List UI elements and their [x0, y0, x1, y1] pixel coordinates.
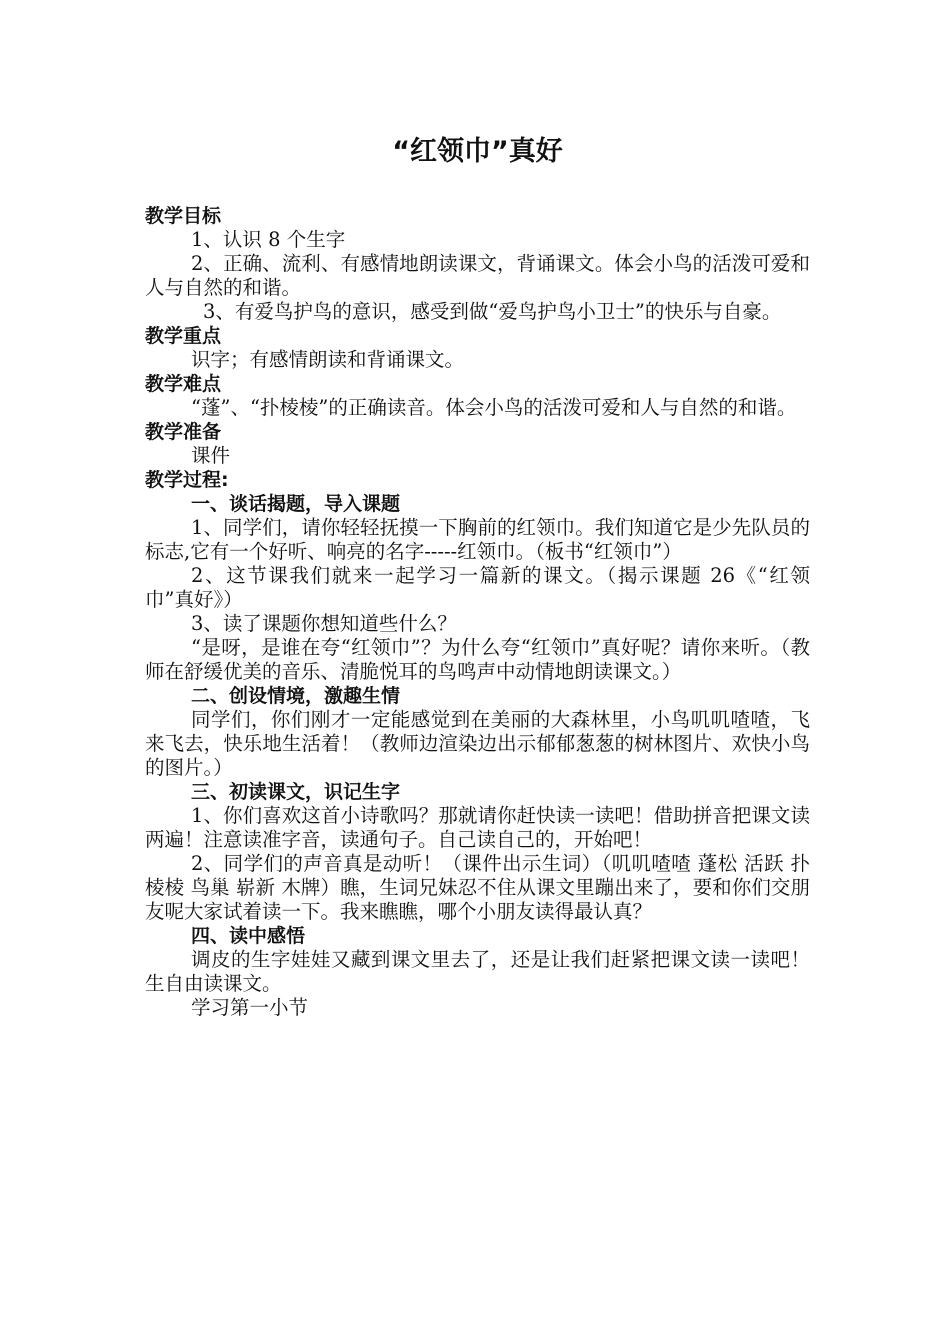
process-heading: 教学过程: [145, 469, 229, 491]
goals-heading: 教学目标 [145, 205, 222, 227]
part1-heading: 一、谈话揭题，导入课题 [191, 493, 401, 515]
part3-para-2: 2、同学们的声音真是动听！（课件出示生词）（叽叽喳喳 蓬松 活跃 扑棱棱 鸟巢 崭新 木牌）瞧，生词兄妹忍不住从课文里蹦出来了，要和你们交朋友呢大家试着读一下。我来瞧瞧，哪个小朋友读得最认真？ [145, 852, 810, 923]
part1-para-4: “是呀，是谁在夸“红领巾”？为什么夸“红领巾”真好呢？请你来听。（教师在舒缓优美的音乐、清脆悦耳的鸟鸣声中动情地朗读课文。） [145, 636, 810, 683]
part1-para-1: 1、同学们，请你轻轻抚摸一下胸前的红领巾。我们知道它是少先队员的标志,它有一个好听、响亮的名字-----红领巾。（板书“红领巾”） [145, 516, 810, 563]
preparation-heading: 教学准备 [145, 421, 222, 443]
part2-heading: 二、创设情境，激趣生情 [191, 685, 401, 707]
focus-text: 识字；有感情朗读和背诵课文。 [191, 348, 465, 371]
difficulty-heading: 教学难点 [145, 373, 222, 395]
part4-para-1: 调皮的生字娃娃又藏到课文里去了，还是让我们赶紧把课文读一读吧！生自由读课文。 [145, 948, 810, 995]
part1-para-3: 3、读了课题你想知道些什么？ [191, 612, 457, 635]
preparation-text: 课件 [191, 444, 231, 467]
difficulty-text: “蓬”、“扑棱棱”的正确读音。体会小鸟的活泼可爱和人与自然的和谐。 [191, 396, 797, 419]
goal-item-1: 1、认识 8 个生字 [191, 228, 346, 251]
part3-heading: 三、初读课文，识记生字 [191, 781, 401, 803]
part3-para-1: 1、你们喜欢这首小诗歌吗？那就请你赶快读一读吧！借助拼音把课文读两遍！注意读准字音，读通句子。自己读自己的，开始吧！ [145, 804, 810, 851]
part4-para-2: 学习第一小节 [191, 996, 309, 1019]
focus-heading: 教学重点 [145, 325, 222, 347]
part1-para-2: 2、这节课我们就来一起学习一篇新的课文。（揭示课题 26《“红领巾”真好》） [145, 564, 810, 611]
goal-item-3: 3、有爱鸟护鸟的意识，感受到做“爱鸟护鸟小卫士”的快乐与自豪。 [203, 300, 782, 323]
document-title: “红领巾”真好 [392, 136, 563, 167]
part4-heading: 四、读中感悟 [191, 925, 306, 947]
goal-item-2: 2、正确、流利、有感情地朗读课文，背诵课文。体会小鸟的活泼可爱和人与自然的和谐。 [145, 252, 810, 299]
part2-para-1: 同学们，你们刚才一定能感觉到在美丽的大森林里，小鸟叽叽喳喳，飞来飞去，快乐地生活着！（教师边渲染边出示郁郁葱葱的树林图片、欢快小鸟的图片。） [145, 708, 810, 779]
document-page [145, 120, 810, 1020]
